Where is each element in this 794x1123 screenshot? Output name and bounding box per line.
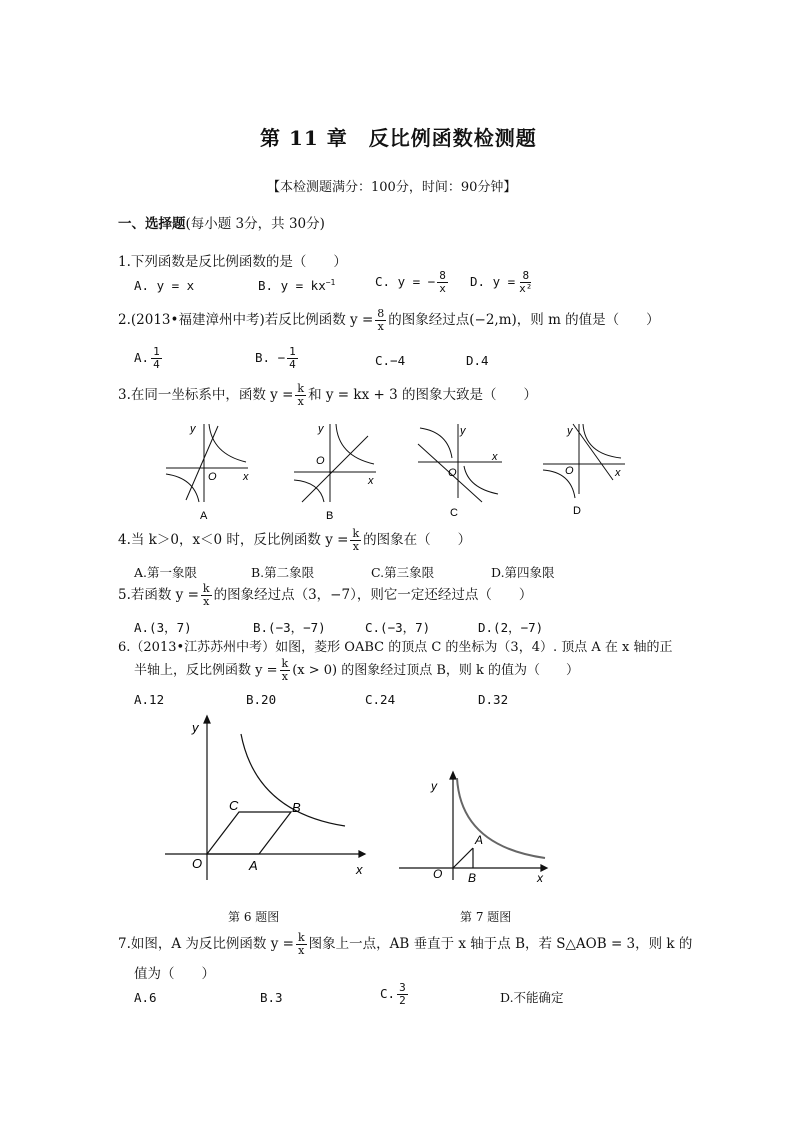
q6-option-c: C.24	[365, 692, 396, 707]
figure-7-caption: 第 7 题图	[460, 910, 512, 924]
q4-option-b: B.第二象限	[251, 565, 315, 580]
q5-option-c: C.(−3，7)	[365, 620, 431, 635]
q1-option-b	[258, 278, 335, 293]
q2-option-c: C.−4	[375, 353, 406, 368]
q3-graph-b	[288, 418, 388, 522]
question-7-stem	[118, 932, 692, 957]
hyperbola-branch-1	[336, 424, 374, 464]
q5-option-a: A.(3，7)	[134, 620, 192, 635]
x-label: x	[615, 467, 621, 479]
x-label: x	[368, 475, 374, 487]
y-label: y	[192, 720, 199, 735]
graph-label: C	[450, 507, 458, 519]
q1-d-denominator: x²	[519, 282, 533, 295]
q1-d-numerator: 8	[522, 269, 530, 282]
q4-option-a: A.第一象限	[134, 565, 198, 580]
rhombus-oabc	[207, 812, 291, 854]
q1-c-numerator: 8	[439, 269, 446, 282]
q2-option-a	[134, 346, 164, 371]
origin-label: O	[448, 467, 457, 479]
y-label: y	[190, 423, 196, 435]
q6-line2-prefix: 半轴上，反比例函数 y =	[134, 663, 278, 678]
page-title: 第 11 章 反比例函数检测题	[260, 126, 537, 150]
graph-label: D	[573, 505, 581, 517]
q1-option-b-base: B. y = kx	[258, 278, 326, 294]
exam-info: 【本检测题满分：100分，时间：90分钟】	[267, 180, 517, 195]
graph-label: A	[200, 510, 208, 522]
figure-6-caption: 第 6 题图	[228, 910, 280, 924]
q5-stem-suffix: 的图象经过点（3，−7），则它一定还经过点（ ）	[213, 587, 533, 603]
q5-numerator: k	[202, 582, 210, 595]
q6-line2-suffix: (x > 0) 的图象经过顶点 B，则 k 的值为（ ）	[292, 663, 580, 678]
q5-option-d: D.(2，−7)	[478, 620, 544, 635]
q4-stem-suffix: 的图象在（ ）	[363, 532, 472, 548]
q7-option-b: B.3	[260, 990, 283, 1005]
q1-option-d-prefix: D. y =	[470, 274, 516, 289]
q7-stem-prefix: 7.如图，A 为反比例函数 y =	[118, 936, 294, 952]
q2-numerator: 8	[377, 307, 385, 320]
q1-option-b-exponent: −1	[325, 278, 336, 287]
q2-b-denominator: 4	[289, 358, 296, 371]
q3-graph-c	[412, 418, 512, 522]
x-label: x	[356, 862, 363, 877]
q5-option-b: B.(−3，−7)	[253, 620, 326, 635]
q7-option-a: A.6	[134, 990, 157, 1005]
x-arrow-icon	[359, 851, 365, 857]
q7-c-numerator: 3	[399, 981, 406, 994]
q4-numerator: k	[352, 527, 360, 540]
y-label: y	[460, 425, 466, 437]
figure-7	[395, 768, 555, 888]
line-graph	[302, 436, 368, 502]
question-7-line-2: 值为（ ）	[134, 966, 215, 982]
q2-b-numerator: 1	[289, 345, 296, 358]
q2-a-prefix: A.	[134, 350, 150, 365]
question-6-line-2	[134, 658, 579, 683]
graph-label: B	[326, 510, 334, 522]
q5-stem-prefix: 5.若函数 y =	[118, 587, 199, 603]
q4-option-d: D.第四象限	[491, 565, 555, 580]
hyperbola-branch-2	[166, 474, 199, 502]
q2-stem-prefix: 2.(2013•福建漳州中考)若反比例函数 y =	[118, 312, 374, 328]
q1-option-c	[375, 270, 450, 295]
q3-stem-prefix: 3.在同一坐标系中，函数 y =	[118, 387, 294, 403]
q6-option-d: D.32	[478, 692, 509, 707]
q7-option-c	[380, 982, 410, 1007]
q2-a-numerator: 1	[153, 345, 160, 358]
origin-label: O	[208, 471, 217, 483]
q2-a-denominator: 4	[153, 358, 160, 371]
line-graph	[186, 426, 218, 500]
q6-option-b: B.20	[246, 692, 277, 707]
question-6-line-1: 6.（2013•江苏苏州中考）如图，菱形 OABC 的顶点 C 的坐标为（3，4）. 顶点 A 在 x 轴的正	[118, 640, 673, 655]
x-label: x	[537, 871, 543, 885]
question-4-stem	[118, 528, 471, 553]
x-label: x	[492, 451, 498, 463]
hyperbola-branch-1	[209, 424, 246, 462]
origin-label: O	[316, 455, 325, 467]
y-label: y	[431, 779, 437, 793]
figure-6	[160, 712, 380, 882]
point-b-label: B	[468, 871, 477, 885]
q7-c-prefix: C.	[380, 986, 396, 1001]
x-label: x	[243, 471, 249, 483]
q1-option-c-prefix: C. y = −	[375, 274, 436, 289]
q2-stem-suffix: 的图象经过点(−2,m)，则 m 的值是（ ）	[388, 312, 660, 328]
section-title: 一、选择题	[118, 216, 186, 232]
section-note: (每小题 3分，共 30分)	[185, 216, 325, 232]
question-1-stem: 1.下列函数是反比例函数的是（ ）	[118, 254, 347, 270]
q7-numerator: k	[297, 931, 305, 944]
q6-option-a: A.12	[134, 692, 165, 707]
q2-option-b	[255, 346, 300, 371]
origin-label: O	[565, 465, 574, 477]
q3-stem-suffix: 和 y = kx + 3 的图象大致是（ ）	[308, 387, 537, 403]
y-label: y	[318, 423, 324, 435]
segment-oa	[453, 848, 473, 868]
q2-option-d: D.4	[466, 353, 489, 368]
hyperbola-branch-2	[294, 480, 324, 502]
q7-c-denominator: 2	[399, 994, 406, 1007]
point-c-label: C	[229, 798, 239, 813]
q4-stem-prefix: 4.当 k＞0，x＜0 时，反比例函数 y =	[118, 532, 349, 548]
question-2-stem	[118, 308, 660, 333]
q3-denominator: x	[297, 395, 304, 408]
q2-b-prefix: B. −	[255, 350, 286, 365]
point-a-label: A	[475, 833, 484, 847]
q4-denominator: x	[352, 540, 359, 553]
section-heading	[118, 212, 325, 232]
q2-denominator: x	[377, 320, 384, 333]
point-a-label: A	[249, 858, 258, 873]
q3-numerator: k	[297, 382, 305, 395]
q1-c-denominator: x	[439, 282, 446, 295]
q3-graph-d	[537, 418, 637, 522]
q6-denominator: x	[281, 670, 288, 683]
q7-denominator: x	[298, 944, 305, 957]
question-5-stem	[118, 583, 532, 608]
y-arrow-icon	[204, 716, 210, 723]
hyperbola-branch-1	[583, 424, 621, 458]
q6-numerator: k	[281, 657, 289, 670]
q7-option-d: D.不能确定	[500, 990, 564, 1005]
q1-option-a: A. y = x	[134, 278, 195, 293]
point-b-label: B	[292, 800, 301, 815]
q5-denominator: x	[203, 595, 210, 608]
origin-label: O	[433, 867, 443, 881]
q1-option-d	[470, 270, 536, 295]
hyperbola-branch-1	[420, 428, 452, 458]
q4-option-c: C.第三象限	[371, 565, 435, 580]
question-3-stem	[118, 383, 537, 408]
y-label: y	[567, 425, 573, 437]
y-arrow-icon	[450, 772, 456, 779]
q7-stem-suffix: 图象上一点，AB 垂直于 x 轴于点 B，若 S△AOB = 3，则 k 的	[308, 936, 693, 952]
origin-label: O	[192, 856, 203, 871]
q3-graph-a	[160, 418, 260, 522]
hyperbola-curve	[457, 778, 545, 858]
